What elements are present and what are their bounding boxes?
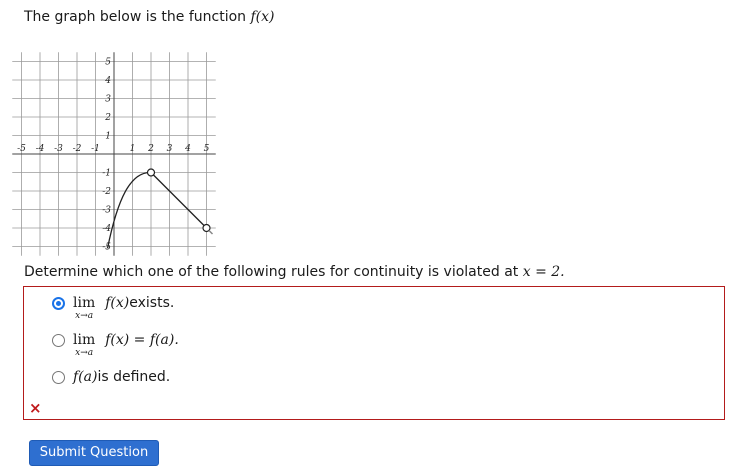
option-limit-exists[interactable] bbox=[52, 295, 174, 321]
question-text bbox=[24, 9, 275, 25]
option-defined[interactable] bbox=[52, 369, 170, 385]
x-tick-label: -1 bbox=[91, 144, 100, 154]
y-tick-label: 4 bbox=[105, 76, 111, 86]
y-tick-label: -5 bbox=[102, 242, 111, 253]
option-1-math: f(x) bbox=[105, 295, 130, 311]
radio-option-3[interactable] bbox=[52, 371, 65, 384]
open-point-hole bbox=[148, 169, 155, 176]
y-tick-label: 1 bbox=[105, 131, 111, 142]
radio-option-1[interactable] bbox=[52, 297, 65, 310]
radio-option-2[interactable] bbox=[52, 334, 65, 347]
function-label: f(x) bbox=[250, 9, 275, 25]
x-tick-label: 5 bbox=[203, 144, 210, 154]
graph-axes bbox=[12, 52, 216, 256]
option-1-text: exists. bbox=[129, 295, 175, 311]
y-tick-label: -4 bbox=[102, 224, 111, 234]
lim-operator: lim bbox=[73, 295, 96, 311]
option-3-text: is defined. bbox=[97, 369, 171, 385]
y-tick-label: -1 bbox=[102, 168, 111, 179]
curve-segment-falling bbox=[151, 173, 207, 229]
x-tick-label: -4 bbox=[35, 144, 45, 154]
lim-subscript: x→a bbox=[75, 348, 94, 358]
x-tick-label: 1 bbox=[129, 144, 136, 154]
lim-operator: lim bbox=[73, 332, 96, 348]
x-tick-labels bbox=[17, 144, 210, 154]
y-tick-label: 3 bbox=[105, 94, 111, 105]
prompt-label: Determine which one of the following rules for continuity is violated at bbox=[24, 264, 519, 280]
x-tick-label: 2 bbox=[148, 144, 154, 154]
y-tick-labels bbox=[102, 58, 111, 253]
zoom-icon-handle bbox=[209, 231, 213, 235]
prompt-text bbox=[24, 264, 565, 280]
limit-notation bbox=[73, 332, 95, 358]
limit-notation bbox=[73, 295, 95, 321]
x-tick-label: -5 bbox=[17, 144, 26, 154]
y-tick-label: 2 bbox=[105, 113, 111, 123]
prompt-math: x = 2. bbox=[522, 264, 565, 280]
option-2-math: f(x) = f(a). bbox=[105, 332, 179, 348]
x-tick-label: 3 bbox=[166, 144, 173, 154]
submit-question-button[interactable]: Submit Question bbox=[29, 440, 159, 466]
x-tick-label: 4 bbox=[185, 144, 191, 154]
lim-subscript: x→a bbox=[75, 311, 94, 321]
y-tick-label: -3 bbox=[102, 205, 111, 216]
y-tick-label: -2 bbox=[102, 187, 111, 197]
x-tick-label: -2 bbox=[72, 144, 82, 154]
y-tick-label: 5 bbox=[105, 57, 111, 68]
option-3-math: f(a) bbox=[73, 369, 98, 385]
open-point-endpoint bbox=[203, 225, 210, 232]
answer-box bbox=[23, 286, 725, 420]
option-limit-equals[interactable] bbox=[52, 332, 179, 358]
x-tick-label: -3 bbox=[54, 144, 63, 154]
question-label: The graph below is the function bbox=[24, 9, 247, 25]
incorrect-icon: × bbox=[29, 399, 42, 417]
function-graph bbox=[17, 44, 228, 253]
